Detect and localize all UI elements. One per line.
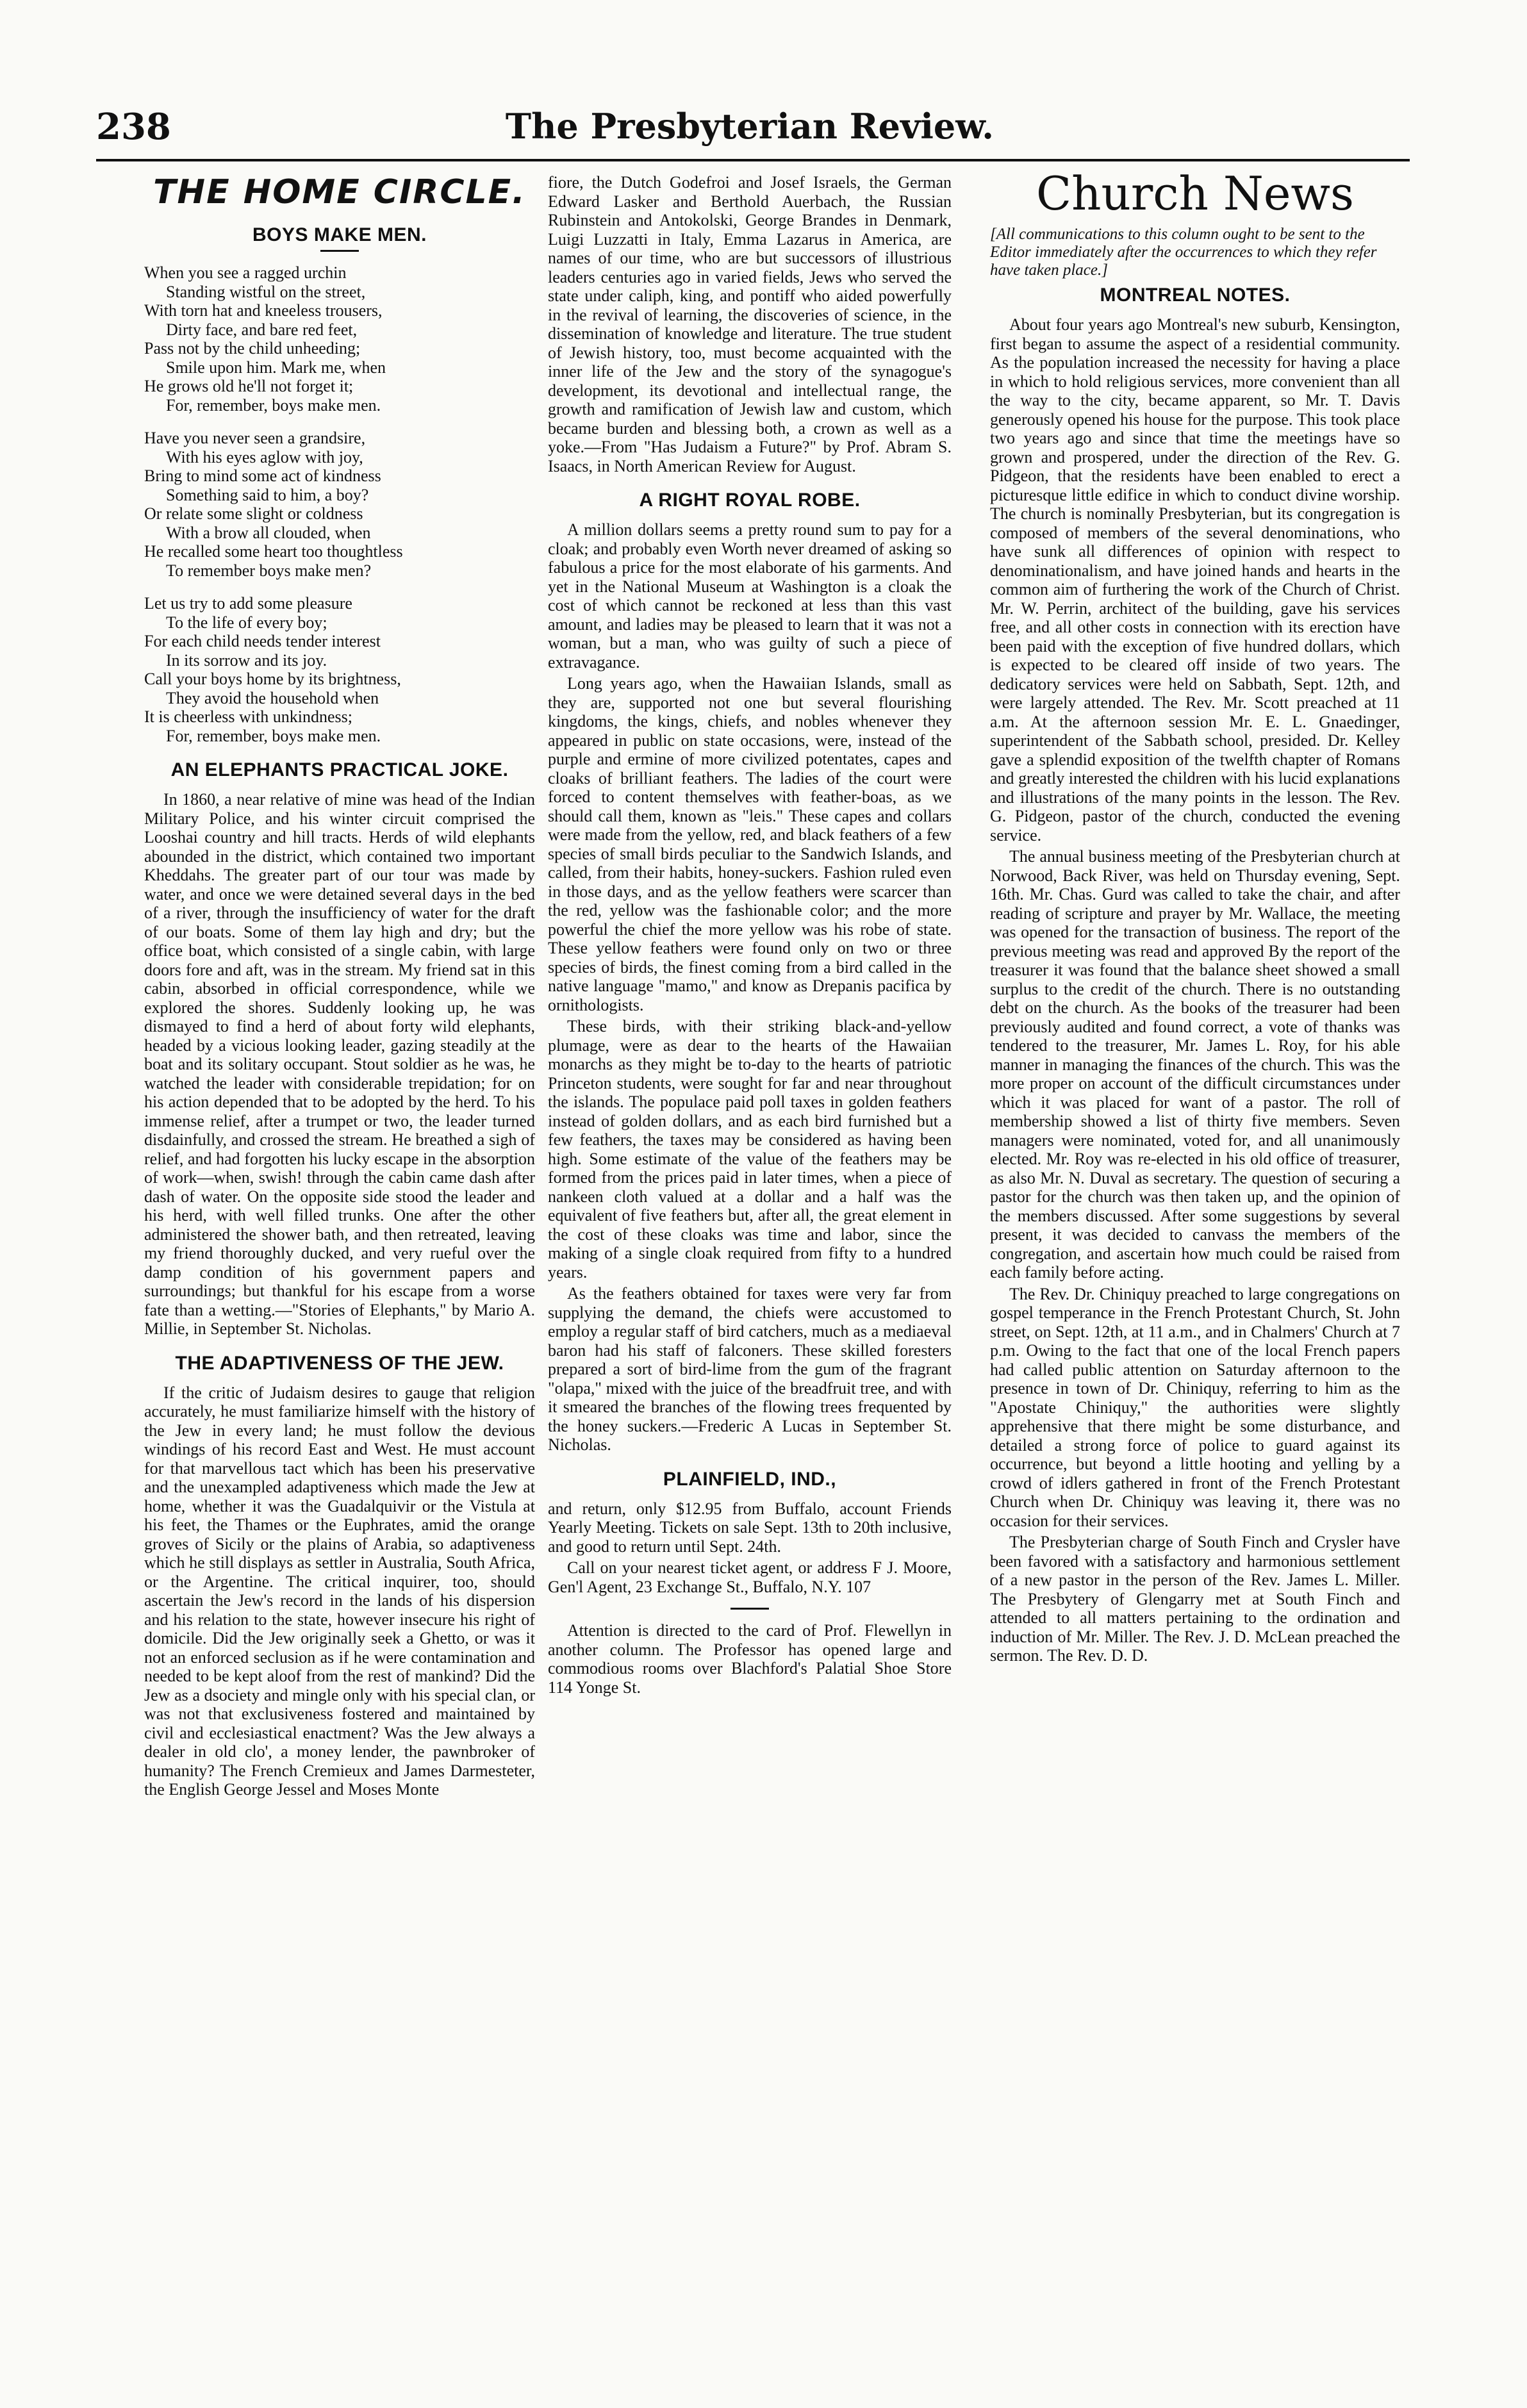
poem-stanza-1 [144,263,535,415]
poem-stanza-3 [144,594,535,745]
poem-line: Or relate some slight or coldness [144,504,363,523]
poem-line: Have you never seen a grandsire, [144,429,366,447]
poem-line: With his eyes aglow with joy, [166,447,363,466]
title-rule [320,250,359,252]
poem-line: To remember boys make men? [166,561,372,580]
montreal-paragraph: About four years ago Montreal's new suburb, Kensington, first began to assume the aspect of a residential community. As the population increased the necessity for having a place in which to hold religious services, more convenient than all the way to the city, became apparent, so Mr. T. Davis generously opened his house for the purpose. This took place two years ago and since that time the meetings have so grown and prospered, under the direction of the Rev. G. Pidgeon, that the residents have been enabled to erect a picturesque little edifice in which to conduct divine worship. The church is nominally Presbyterian, but its congregation is composed of members of the several denominations, who have sunk all differences of opinion with respect to denominationalism, and have joined hands and hearts in the common aim of furthering the work of the Church of Christ. Mr. W. Perrin, architect of the building, gave his services free, and all other costs in connection with its erection have been paid with the exception of five hundred dollars, which is expected to be cleared off inside of two years. The dedicatory services were held on Sabbath, Sept. 12th, and were largely attended. The Rev. Mr. Scott preached at 11 a.m. At the afternoon session Mr. E. L. Gnaedinger, superintendent of the Sabbath school, presided. Dr. Kelley gave a splendid exposition of the twelfth chapter of Romans and greatly interested the children with his lucid explanations and illustrations of the many points in the lesson. The Rev. G. Pidgeon, pastor of the church, conducted the evening service. [990,315,1400,845]
jew-title: THE ADAPTIVENESS OF THE JEW. [175,1352,504,1374]
section-rule [730,1608,769,1610]
poem-line: Standing wistful on the street, [166,282,366,301]
jew-text-continued: fiore, the Dutch Godefroi and Josef Israels, the German Edward Lasker and Berthold Auerbach, the Russian Rubinstein and Antokolski, George Brandes in Denmark, Luigi Luzzatti in Italy, Emma Lazarus in America, are names of our time, who are but successors of illustrious leaders centuries ago in varied fields, Jews who served the state under caliph, king, and pontiff who aided powerfully in the revival of learning, the discoveries of science, in the dissemination of knowledge and literature. The true student of Jewish history, too, must become acquainted with the inner life of the Jew and the story of the synagogue's development, its devotional and intellectual range, the growth and ramification of Jewish law and custom, which became burden and blessing both, a crown as well as a yoke.—From "Has Judaism a Future?" by Prof. Abram S. Isaacs, in North American Review for August. [548,173,952,475]
home-circle-heading: THE HOME CIRCLE. [153,173,526,211]
poem-line: For each child needs tender interest [144,632,381,650]
plainfield-title: PLAINFIELD, IND., [663,1468,837,1490]
plainfield-paragraph: Call on your nearest ticket agent, or address F J. Moore, Gen'l Agent, 23 Exchange St., Buffalo, N.Y. 107 [548,1558,952,1596]
poem-stanza-2 [144,429,535,580]
poem-line: For, remember, boys make men. [166,726,381,745]
poem-line: Smile upon him. Mark me, when [166,358,386,377]
robe-title: A RIGHT ROYAL ROBE. [639,490,861,511]
poem-line: Call your boys home by its brightness, [144,670,401,688]
elephant-title: AN ELEPHANTS PRACTICAL JOKE. [170,759,509,780]
poem-line: He grows old he'll not forget it; [144,377,354,395]
poem-line: Dirty face, and bare red feet, [166,320,358,339]
editor-note: [All communications to this column ought to be sent to the Editor immediately after the occurrences to which they refer have taken place.] [990,226,1377,279]
poem-line: Bring to mind some act of kindness [144,466,381,485]
montreal-paragraph: The Rev. Dr. Chiniquy preached to large congregations on gospel temperance in the French Protestant Church, St. John street, on Sept. 12th, at 11 a.m., and in Chalmers' Church at 7 p.m. Owing to the fact that one of the local French papers had called public attention on Saturday afternoon to the presence in town of Dr. Chiniquy, referring to him as the "Apostate Chiniquy," the authorities were slightly apprehensive that there might be some disturbance, and detailed a strong force of police to guard against its occurrence, but beyond a little hooting and yelling by a crowd of idlers gathered in front of the French Protestant Church when Dr. Chiniquy was leaving it, there was no occasion for their services. [990,1284,1400,1530]
poem-line: He recalled some heart too thoughtless [144,542,403,561]
page-number: 238 [96,106,171,148]
journal-title: The Presbyterian Review. [505,106,995,147]
poem-line: To the life of every boy; [166,613,327,632]
robe-paragraph: As the feathers obtained for taxes were very far from supplying the demand, the chiefs were accustomed to employ a regular staff of bird catchers, much as a mediaeval baron had his staff of falconers. These skilled foresters prepared a sort of bird-lime from the gum of the fragrant "olapa," mixed with the juice of the breadfruit tree, and with it smeared the branches of the flowing trees frequented by the honey suckers.—Frederic A Lucas in September St. Nicholas. [548,1284,952,1454]
poem-line: In its sorrow and its joy. [166,650,327,670]
poem-line: With torn hat and kneeless trousers, [144,301,383,320]
poem-line: Something said to him, a boy? [166,485,369,504]
robe-paragraph: A million dollars seems a pretty round sum to pay for a cloak; and probably even Worth never dreamed of asking so fabulous a price for the most elaborate of his garments. And yet in the National Museum at Washington is a cloak the cost of which cannot be reckoned at less than this vast amount, and ladies may be pleased to learn that it was not a woman, but a man, who was guilty of such a piece of extravagance. [548,520,952,672]
page-header [96,106,1410,157]
header-rule [96,159,1410,161]
poem-line: With a brow all clouded, when [166,523,371,542]
poem-line: It is cheerless with unkindness; [144,707,352,726]
church-news-heading: Church News [1036,167,1355,220]
poem-line: For, remember, boys make men. [166,395,381,415]
column-left [144,173,535,1802]
jew-text: If the critic of Judaism desires to gauge that religion accurately, he must familiarize himself with the history of the Jew in every land; he must follow the devious windings of his record East and West. He must account for that marvellous tact which has been his preservative and the unexampled adaptiveness which made the Jew at home, whether it was the Guadalquivir or the Vistula at his feet, the Thames or the Euphrates, amid the orange groves of Sicily or the plains of Arabia, so adaptiveness which he still displays as settler in Australia, South Africa, or the Argentine. The critical inquirer, too, should ascertain the Jew's record in the lands of his dispersion and his relation to the state, however insecure his right of domicile. Did the Jew originally seek a Ghetto, or was it not an enforced seclusion as if he were contamination and needed to be kept aloof from the rest of mankind? Did the Jew as a dsociety and mingle only with his special clan, or was not that exclusiveness fostered and maintained by civil and ecclesiastical enactment? Was the Jew always a dealer in old clo', a money lender, the pawnbroker of humanity? The French Cremieux and James Darmesteter, the English George Jessel and Moses Monte [144,1383,535,1799]
poem-line: Pass not by the child unheeding; [144,339,361,358]
montreal-notes-title: MONTREAL NOTES. [1100,285,1291,306]
montreal-paragraph: The annual business meeting of the Presbyterian church at Norwood, Back River, was held on Thursday evening, Sept. 16th. Mr. Chas. Gurd was called to take the chair, and after reading of scripture and prayer by Mr. Wallace, the meeting was opened for the transaction of business. The report of the previous meeting was read and approved By the report of the treasurer it was found that the balance sheet showed a small surplus to the credit of the church. There is no outstanding debt on the church. As the books of the treasurer had been previously audited and found correct, a vote of thanks was tendered to the treasurer, Mr. James L. Roy, for his able manner in managing the finances of the church. This was the more proper on account of the difficult circumstances under which it was placed for want of a pastor. The roll of membership showed a list of thirty five members. Seven managers were nominated, voted for, and all unanimously elected. Mr. Roy was re-elected in his old office of treasurer, as also Mr. N. Duval as secretary. The question of securing a pastor for the church was then taken up, and the opinion of the members discussed. After some suggestions by several present, it was decided to canvass the members of the congregation, and ascertain how much could be raised from each family before acting. [990,847,1400,1282]
robe-paragraph: These birds, with their striking black-and-yellow plumage, were as dear to the hearts of the Hawaiian monarchs as they might be to-day to the hearts of patriotic Princeton students, were sought for far and near throughout the islands. The populace paid poll taxes in golden feathers instead of golden dollars, and as each bird furnished but a few feathers, the taxes may be considered as having been high. Some estimate of the value of the feathers may be formed from the prices paid in later times, when a piece of nankeen cloth valued at a dollar and a half was the equivalent of five feathers but, after all, the great element in the cost of these cloaks was time and labor, since the making of a single cloak required from fifty to a hundred years. [548,1017,952,1282]
plainfield-paragraph: and return, only $12.95 from Buffalo, account Friends Yearly Meeting. Tickets on sale Sept. 13th to 20th inclusive, and good to return until Sept. 24th. [548,1499,952,1556]
poem-line: When you see a ragged urchin [144,263,347,282]
column-right [990,167,1400,1668]
attention-notice: Attention is directed to the card of Prof. Flewellyn in another column. The Professor has opened large and commodious rooms over Blachford's Palatial Shoe Store 114 Yonge St. [548,1621,952,1697]
montreal-paragraph: The Presbyterian charge of South Finch and Crysler have been favored with a satisfactory and harmonious settlement of a new pastor in the person of the Rev. James L. Miller. The Presbytery of Glengarry met at South Finch and attended to all matters pertaining to the ordination and induction of Mr. Miller. The Rev. J. D. McLean preached the sermon. The Rev. D. D. [990,1533,1400,1665]
poem-line: They avoid the household when [166,688,379,707]
robe-paragraph: Long years ago, when the Hawaiian Islands, small as they are, supported not one but several flourishing kingdoms, the kings, chiefs, and nobles whenever they appeared in public on state occasions, were, instead of the purple and ermine of more civilized potentates, capes and cloaks of brilliant feathers. The ladies of the court were forced to content themselves with feather-boas, as we should call them, known as "leis." These capes and collars were made from the yellow, red, and black feathers of a few species of small birds peculiar to the Sandwich Islands, and called, from their habits, honey-suckers. Fashion ruled even in those days, and as the yellow feathers were scarcer than the red, yellow was the fashionable color; and the more powerful the chief the more yellow was his robe of state. These yellow feathers were found only on two or three species of birds, the finest coming from a bird called in the native language "mamo," and know as Drepanis pacifica by ornithologists. [548,674,952,1014]
elephant-text: In 1860, a near relative of mine was head of the Indian Military Police, and his winter circuit comprised the Looshai country and hill tracts. Herds of wild elephants abounded in the district, which contained two important Kheddahs. The greater part of our tour was made by water, and once we were detained several days in the bed of a river, through the insufficiency of water for the draft of our boats. Some of them lay high and dry; but the office boat, which consisted of a single cabin, with large doors fore and aft, was in the stream. My friend sat in this cabin, absorbed in official correspondence, while we explored the shores. Suddenly looking up, he was dismayed to find a herd of about forty wild elephants, headed by a vicious looking leader, gazing steadily at the boat and its solitary occupant. Stout soldier as he was, he watched the leader with considerable trepidation; for on his action depended that to be adopted by the herd. To his immense relief, after a trumpet or two, the leader turned disdainfully, and crossed the stream. He breathed a sigh of relief, and had forgotten his lucky escape in the absorption of work—when, swish! through the cabin came dash after dash of water. On the opposite side stood the leader and his herd, with well filled trunks. One after the other administered the shower bath, and then retreated, leaving my friend thoroughly ducked, and very rueful over the damp condition of his government papers and surroundings; but thankful for his escape from a worse fate than a wetting.—"Stories of Elephants," by Mario A. Millie, in September St. Nicholas. [144,790,535,1338]
poem-line: Let us try to add some pleasure [144,594,352,613]
column-middle [548,173,952,1699]
poem-title: BOYS MAKE MEN. [252,224,427,245]
